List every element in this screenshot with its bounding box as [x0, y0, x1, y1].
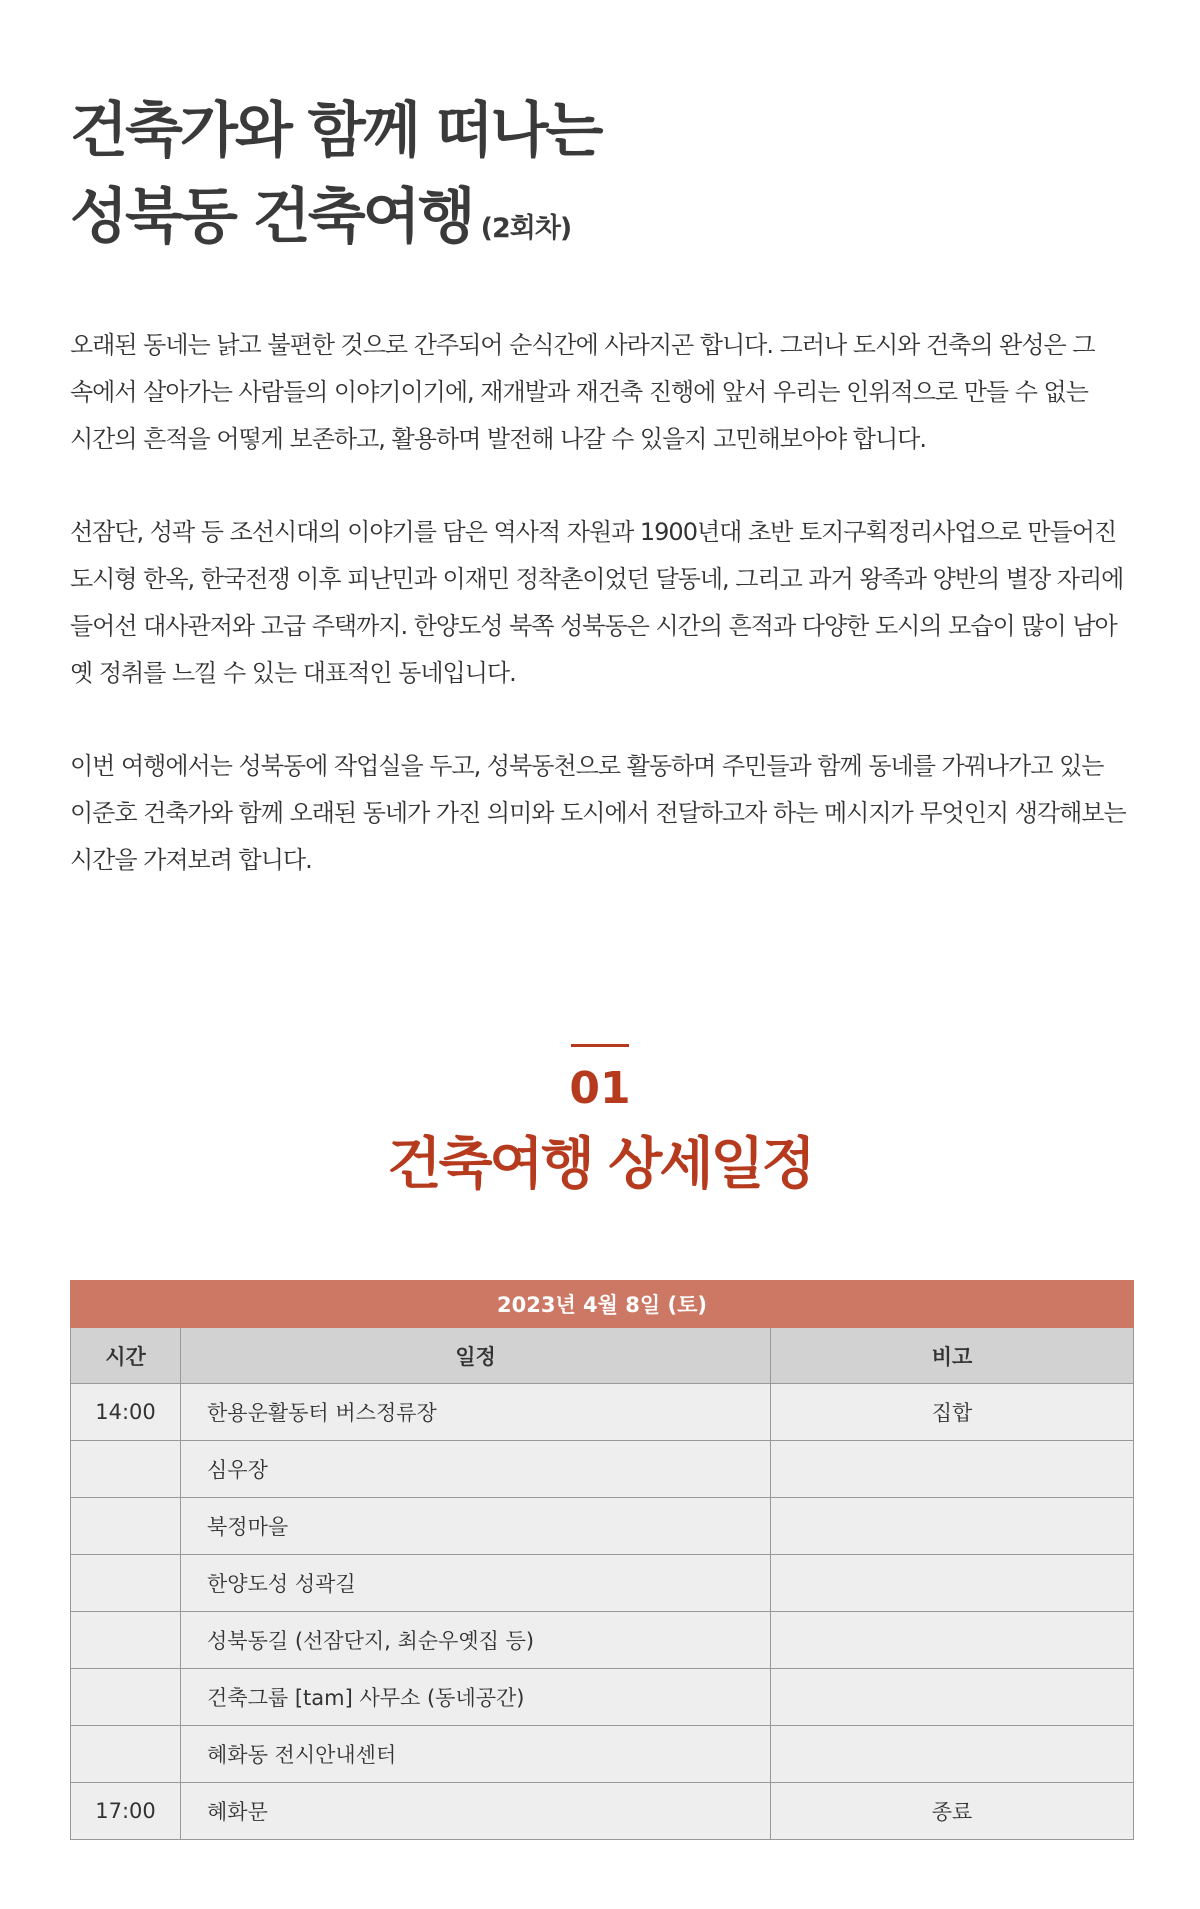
page-title: [70, 88, 600, 272]
header-plan: 일정: [181, 1328, 771, 1384]
row-plan: 한양도성 성곽길: [181, 1555, 771, 1612]
schedule-date: 2023년 4월 8일 (토): [71, 1281, 1134, 1328]
table-row: [71, 1783, 1134, 1840]
intro-text: [70, 322, 1140, 930]
table-row: [71, 1498, 1134, 1555]
row-plan: 심우장: [181, 1441, 771, 1498]
row-plan: 성북동길 (선잠단지, 최순우옛집 등): [181, 1612, 771, 1669]
section-title: 건축여행 상세일정: [387, 1132, 813, 1197]
intro-paragraph-3: 이번 여행에서는 성북동에 작업실을 두고, 성북동천으로 활동하며 주민들과 함께 동네를 가꿔나가고 있는 이준호 건축가와 함께 오래된 동네가 가진 의미와 도시에서 전달하고자 하는 메시지가 무엇인지 생각해보는 시간을 가져보려 합니다.: [70, 752, 1126, 874]
header-time: 시간: [71, 1328, 181, 1384]
intro-paragraph-1: 오래된 동네는 낡고 불편한 것으로 간주되어 순식간에 사라지곤 합니다. 그러나 도시와 건축의 완성은 그 속에서 살아가는 사람들의 이야기이기에, 재개발과 재건축 진행에 앞서 우리는 인위적으로 만들 수 없는 시간의 흔적을 어떻게 보존하고, 활용하며 발전해 나갈 수 있을지 고민해보아야 합니다.: [70, 331, 1095, 453]
row-time: 17:00: [71, 1783, 181, 1840]
row-note: [771, 1555, 1134, 1612]
title-line-2: [70, 174, 600, 272]
table-row: [71, 1726, 1134, 1783]
row-time: [71, 1498, 181, 1555]
row-note: [771, 1669, 1134, 1726]
row-time: [71, 1555, 181, 1612]
row-plan: 혜화동 전시안내센터: [181, 1726, 771, 1783]
row-time: [71, 1441, 181, 1498]
table-row: [71, 1555, 1134, 1612]
table-row: [71, 1669, 1134, 1726]
row-note: [771, 1612, 1134, 1669]
schedule-header-row: [71, 1328, 1134, 1384]
row-note: [771, 1726, 1134, 1783]
schedule-table: [70, 1280, 1134, 1840]
section-divider: [571, 1044, 629, 1047]
schedule-date-row: [71, 1281, 1134, 1328]
table-row: [71, 1441, 1134, 1498]
row-note: 집합: [771, 1384, 1134, 1441]
table-row: [71, 1384, 1134, 1441]
row-plan: 한용운활동터 버스정류장: [181, 1384, 771, 1441]
row-plan: 건축그룹 [tam] 사무소 (동네공간): [181, 1669, 771, 1726]
section-heading: [0, 1044, 1200, 1203]
title-line-1: 건축가와 함께 떠나는: [70, 96, 601, 166]
table-row: [71, 1612, 1134, 1669]
row-plan: 혜화문: [181, 1783, 771, 1840]
title-line-2-text: 성북동 건축여행: [70, 182, 473, 252]
row-note: 종료: [771, 1783, 1134, 1840]
title-round-label: (2회차): [480, 213, 572, 244]
intro-paragraph-2: 선잠단, 성곽 등 조선시대의 이야기를 담은 역사적 자원과 1900년대 초반 토지구획정리사업으로 만들어진 도시형 한옥, 한국전쟁 이후 피난민과 이재민 정착촌이었던 달동네, 그리고 과거 왕족과 양반의 별장 자리에 들어선 대사관저와 고급 주택까지. 한양도성 북쪽 성북동은 시간의 흔적과 다양한 도시의 모습이 많이 남아 옛 정취를 느낄 수 있는 대표적인 동네입니다.: [70, 518, 1124, 687]
row-time: 14:00: [71, 1384, 181, 1441]
row-plan: 북정마을: [181, 1498, 771, 1555]
row-time: [71, 1612, 181, 1669]
section-number: 01: [569, 1063, 631, 1114]
row-time: [71, 1669, 181, 1726]
header-note: 비고: [771, 1328, 1134, 1384]
row-note: [771, 1441, 1134, 1498]
row-note: [771, 1498, 1134, 1555]
row-time: [71, 1726, 181, 1783]
